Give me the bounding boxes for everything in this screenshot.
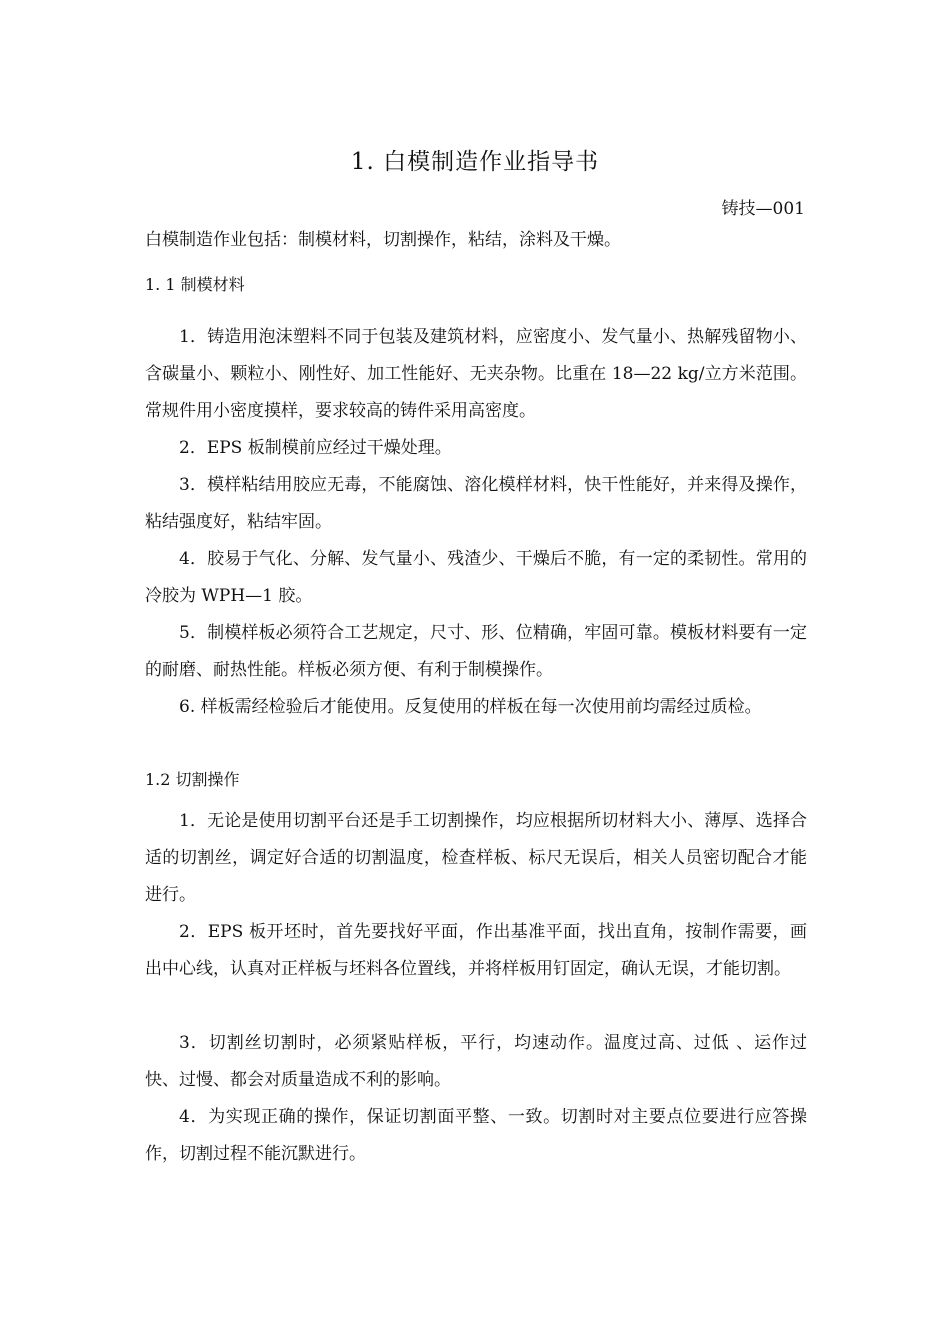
paragraph: 1．无论是使用切割平台还是手工切割操作，均应根据所切材料大小、薄厚、选择合适的切割丝，调定好合适的切割温度，检查样板、标尺无误后，相关人员密切配合才能进行。: [145, 811, 807, 905]
section-heading-cutting: 1.2 切割操作: [145, 770, 240, 789]
intro-text: 白模制造作业包括：制模材料，切割操作，粘结，涂料及干燥。: [145, 230, 621, 250]
paragraph: 3．模样粘结用胶应无毒，不能腐蚀、溶化模样材料，快干性能好，并来得及操作，粘结强度好，粘结牢固。: [145, 475, 807, 532]
document-number: 铸技—001: [721, 199, 805, 219]
paragraph: 1．铸造用泡沫塑料不同于包装及建筑材料，应密度小、发气量小、热解残留物小、含碳量小、颗粒小、刚性好、加工性能好、无夹杂物。比重在 18—22 kg/立方米范围。常规件用小密度摸样，要求较高的铸件采用高密度。: [145, 327, 807, 421]
paragraph: 2．EPS 板开坯时，首先要找好平面，作出基准平面，找出直角，按制作需要，画出中心线，认真对正样板与坯料各位置线，并将样板用钉固定，确认无误，才能切割。: [145, 922, 807, 979]
paragraph: 4．为实现正确的操作，保证切割面平整、一致。切割时对主要点位要进行应答操作，切割过程不能沉默进行。: [145, 1107, 807, 1164]
page-title: 1. 白模制造作业指导书: [350, 149, 600, 175]
paragraph: 6. 样板需经检验后才能使用。反复使用的样板在每一次使用前均需经过质检。: [179, 697, 762, 717]
paragraph: 3．切割丝切割时，必须紧贴样板，平行，均速动作。温度过高、过低 、运作过快、过慢、都会对质量造成不利的影响。: [145, 1033, 807, 1090]
paragraph: 4．胶易于气化、分解、发气量小、残渣少、干燥后不脆，有一定的柔韧性。常用的冷胶为 WPH—1 胶。: [145, 549, 807, 606]
paragraph: 5．制模样板必须符合工艺规定，尺寸、形、位精确，牢固可靠。模板材料要有一定的耐磨、耐热性能。样板必须方便、有利于制模操作。: [145, 623, 807, 680]
section-heading-materials: 1. 1 制模材料: [145, 275, 245, 294]
paragraph: 2．EPS 板制模前应经过干燥处理。: [179, 438, 452, 458]
